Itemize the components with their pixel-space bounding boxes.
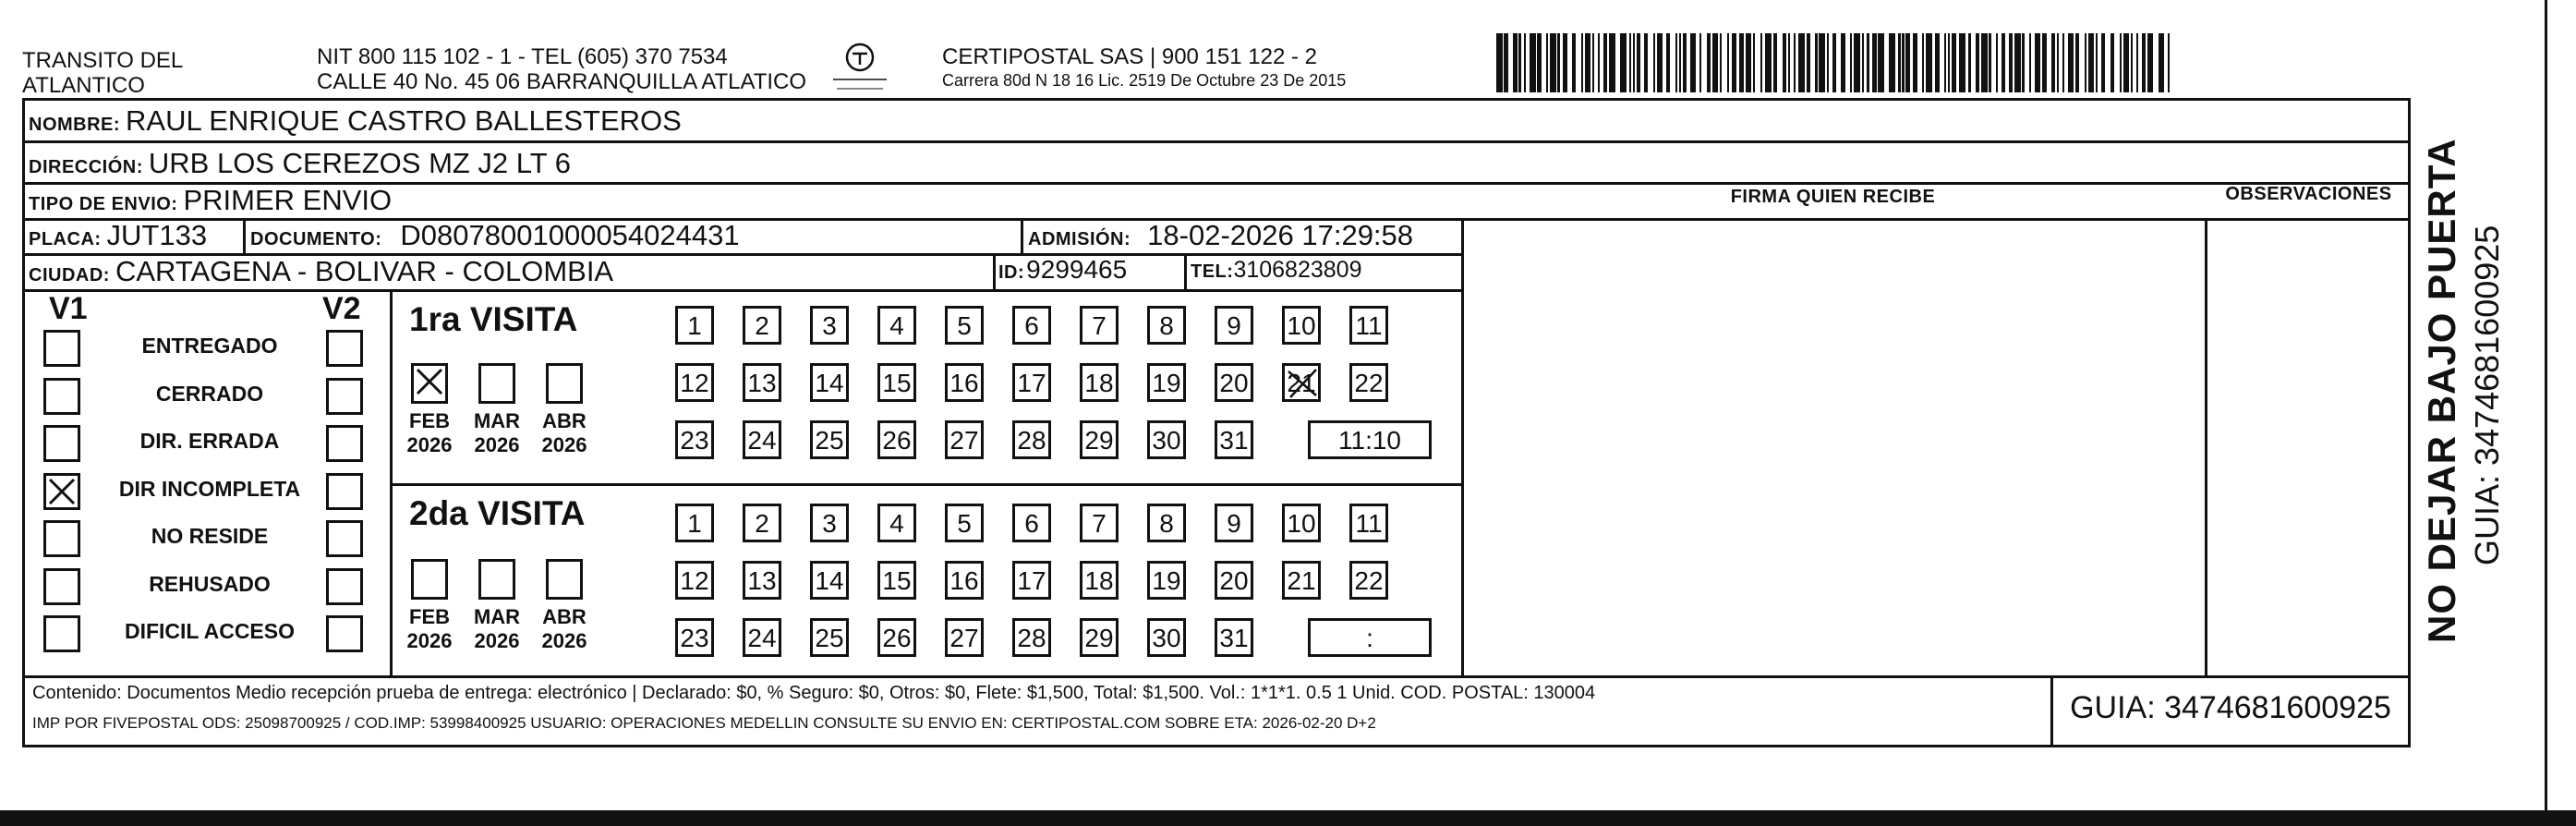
v2-checkbox xyxy=(326,425,363,462)
day-box: 24 xyxy=(743,618,781,657)
barcode-bar xyxy=(1827,33,1829,92)
barcode-bar xyxy=(2014,33,2021,92)
day-box: 25 xyxy=(810,618,849,657)
admission-value: 18-02-2026 17:29:58 xyxy=(1147,219,1414,251)
barcode-bar xyxy=(1976,33,1979,92)
day-box: 29 xyxy=(1080,420,1119,459)
send-type: PRIMER ENVIO xyxy=(183,184,393,216)
plate-value: JUT133 xyxy=(106,219,208,251)
day-box: 2 xyxy=(743,504,781,542)
month-name: FEB xyxy=(409,605,450,628)
barcode-bar xyxy=(1783,33,1786,92)
month-label xyxy=(402,409,457,457)
status-option-label: REHUSADO xyxy=(149,571,271,596)
day-box: 29 xyxy=(1080,618,1119,657)
barcode-bar xyxy=(1905,33,1909,92)
day-box: 7 xyxy=(1080,504,1119,542)
v2-checkbox xyxy=(326,615,363,652)
barcode-bar xyxy=(1699,33,1701,92)
barcode-bar xyxy=(2075,33,2079,92)
barcode-bar xyxy=(1739,33,1743,92)
month-checkbox xyxy=(546,559,583,600)
day-box: 13 xyxy=(743,363,781,402)
document-label: DOCUMENTO: xyxy=(250,229,382,249)
certipostal-logo xyxy=(828,41,892,98)
barcode-bar xyxy=(1850,33,1852,92)
send-type-label: TIPO DE ENVIO: xyxy=(29,194,178,214)
month-checkbox xyxy=(478,559,515,600)
day-box: 11 xyxy=(1349,504,1388,542)
v2-checkbox xyxy=(326,568,363,605)
month-year: 2026 xyxy=(541,433,587,456)
v1-checkbox xyxy=(43,425,80,462)
month-label xyxy=(537,409,592,457)
barcode-bar xyxy=(2068,33,2074,92)
day-box: 4 xyxy=(877,504,916,542)
visit-time-box: 11:10 xyxy=(1308,420,1432,459)
barcode-bar xyxy=(2062,33,2064,92)
v1-checkbox xyxy=(43,473,80,510)
barcode-bar xyxy=(1657,33,1663,92)
barcode-bar xyxy=(2131,33,2133,92)
barcode-bar xyxy=(1935,33,1939,92)
name-label: NOMBRE: xyxy=(29,115,121,135)
barcode-bar xyxy=(1952,33,1955,92)
day-box: 8 xyxy=(1147,504,1186,542)
day-box: 28 xyxy=(1012,618,1051,657)
month-label xyxy=(469,409,525,457)
address-line: CALLE 40 No. 45 06 BARRANQUILLA ATLATICO xyxy=(317,69,807,94)
day-box: 17 xyxy=(1012,363,1051,402)
day-box: 20 xyxy=(1215,561,1253,600)
barcode-bar xyxy=(1609,33,1615,92)
barcode-bar xyxy=(1760,33,1762,92)
barcode-bar xyxy=(1524,33,1526,92)
month-checkbox xyxy=(546,363,583,404)
day-box: 19 xyxy=(1147,561,1186,600)
nit-line: NIT 800 115 102 - 1 - TEL (605) 370 7534 xyxy=(317,44,728,69)
day-box: 13 xyxy=(743,561,781,600)
month-year: 2026 xyxy=(474,433,520,456)
month-label xyxy=(402,605,457,653)
barcode-bar xyxy=(1712,33,1719,92)
day-box: 5 xyxy=(945,306,984,345)
v1-checkbox xyxy=(43,378,80,415)
issuer-contact xyxy=(317,44,806,94)
admission-row xyxy=(1028,219,1413,252)
barcode-bar xyxy=(2101,33,2105,92)
day-box: 18 xyxy=(1080,363,1119,402)
barcode-bar xyxy=(1629,33,1631,92)
barcode-bar xyxy=(1653,33,1655,92)
name-row xyxy=(29,104,682,138)
barcode-bar xyxy=(1666,33,1670,92)
month-year: 2026 xyxy=(474,629,520,652)
barcode-bar xyxy=(1898,33,1900,92)
guia-box: GUIA: 3474681600925 xyxy=(2070,690,2391,725)
barcode-bar xyxy=(2042,33,2046,92)
barcode-bar xyxy=(2002,33,2005,92)
barcode-bar xyxy=(2022,33,2024,92)
visit-time-box: : xyxy=(1308,618,1432,657)
barcode-bar xyxy=(1585,33,1591,92)
barcode-bar xyxy=(1746,33,1752,92)
barcode-bar xyxy=(1679,33,1681,92)
day-box: 10 xyxy=(1282,504,1321,542)
day-box: 25 xyxy=(810,420,849,459)
month-name: ABR xyxy=(542,409,587,432)
barcode-bar xyxy=(1592,33,1594,92)
barcode-bar xyxy=(1683,33,1687,92)
barcode-bar xyxy=(1878,33,1884,92)
barcode-bar xyxy=(1765,33,1772,92)
day-box: 14 xyxy=(810,561,849,600)
day-box: 4 xyxy=(877,306,916,345)
month-name: MAR xyxy=(473,605,521,628)
day-box: 26 xyxy=(877,420,916,459)
barcode-bar xyxy=(1959,33,1965,92)
day-box: 1 xyxy=(675,306,714,345)
barcode-bar xyxy=(1794,33,1796,92)
barcode-bar xyxy=(1996,33,1998,92)
contents-line: Contenido: Documentos Medio recepción prueba de entrega: electrónico | Declarado: $0, % Seguro: $0, Otros: $0, Flete: $1,500, Total: $1,500. Vol.: 1*1*1. 0.5 1 Unid. COD. POSTAL: 130004 xyxy=(32,683,1596,703)
issuer-line-1: TRANSITO DEL xyxy=(22,48,184,73)
v2-checkbox xyxy=(326,378,363,415)
status-option-label: DIFICIL ACCESO xyxy=(124,619,295,643)
city-row xyxy=(29,255,613,288)
barcode-bar xyxy=(1644,33,1648,92)
barcode-bar xyxy=(1530,33,1536,92)
tel-label: TEL: xyxy=(1191,261,1234,282)
admission-label: ADMISIÓN: xyxy=(1028,229,1131,249)
day-box: 8 xyxy=(1147,306,1186,345)
day-box: 31 xyxy=(1215,618,1253,657)
day-box: 12 xyxy=(675,363,714,402)
document-row xyxy=(250,219,740,252)
courier-line-1: CERTIPOSTAL SAS | 900 151 122 - 2 xyxy=(942,44,1317,69)
observations-header: OBSERVACIONES xyxy=(2225,184,2392,204)
barcode-bar xyxy=(1633,33,1635,92)
id-row xyxy=(998,255,1127,285)
v1-checkbox xyxy=(43,568,80,605)
month-name: ABR xyxy=(542,605,587,628)
id-value: 9299465 xyxy=(1026,255,1128,284)
status-option-label: DIR. ERRADA xyxy=(139,429,280,453)
barcode-bar xyxy=(1815,33,1817,92)
day-box: 6 xyxy=(1012,306,1051,345)
day-box: 22 xyxy=(1349,363,1388,402)
barcode-bar xyxy=(1603,33,1607,92)
barcode-bar xyxy=(2096,33,2098,92)
send-type-row xyxy=(29,184,392,217)
barcode-bar xyxy=(2088,33,2095,92)
day-box: 16 xyxy=(945,561,984,600)
side-warning: NO DEJAR BAJO PUERTA xyxy=(2420,138,2463,643)
barcode-bar xyxy=(1546,33,1548,92)
day-box: 15 xyxy=(877,363,916,402)
day-box: 21 xyxy=(1282,363,1321,402)
barcode-bar xyxy=(1720,33,1722,92)
barcode-bar xyxy=(1773,33,1777,92)
day-box: 14 xyxy=(810,363,849,402)
barcode-bar xyxy=(1989,33,1990,92)
day-box: 9 xyxy=(1215,504,1253,542)
v2-label: V2 xyxy=(322,291,361,326)
visit2-title: 2da VISITA xyxy=(409,494,586,532)
day-box: 26 xyxy=(877,618,916,657)
day-box: 24 xyxy=(743,420,781,459)
month-checkbox xyxy=(411,559,448,600)
v1-checkbox xyxy=(43,520,80,557)
barcode-bar xyxy=(2136,33,2138,92)
barcode-bar xyxy=(1675,33,1677,92)
barcode-bar xyxy=(1620,33,1627,92)
day-box: 28 xyxy=(1012,420,1051,459)
barcode-bar xyxy=(2123,33,2130,92)
v1-checkbox xyxy=(43,330,80,367)
courier-line-2: Carrera 80d N 18 16 Lic. 2519 De Octubre 23 De 2015 xyxy=(942,71,1347,90)
id-label: ID: xyxy=(998,262,1025,283)
barcode-bar xyxy=(2110,33,2114,92)
day-box: 19 xyxy=(1147,363,1186,402)
day-box: 31 xyxy=(1215,420,1253,459)
barcode xyxy=(1496,33,2226,92)
month-name: FEB xyxy=(409,409,450,432)
v1-label: V1 xyxy=(49,291,88,326)
signature-header: FIRMA QUIEN RECIBE xyxy=(1730,187,1936,207)
v2-checkbox xyxy=(326,520,363,557)
day-box: 21 xyxy=(1282,561,1321,600)
day-box: 3 xyxy=(810,504,849,542)
barcode-bar xyxy=(2009,33,2013,92)
imp-line: IMP POR FIVEPOSTAL ODS: 25098700925 / COD.IMP: 53998400925 USUARIO: OPERACIONES MEDELLIN CONSULTE SU ENVIO EN: CERTIPOSTAL.COM SOBRE ETA: 2026-02-20 D+2 xyxy=(32,714,1376,732)
month-year: 2026 xyxy=(406,629,453,652)
barcode-bar xyxy=(1841,33,1844,92)
barcode-bar xyxy=(1854,33,1860,92)
day-box: 15 xyxy=(877,561,916,600)
recipient-name: RAUL ENRIQUE CASTRO BALLESTEROS xyxy=(126,104,682,137)
barcode-bar xyxy=(2051,33,2055,92)
day-box: 12 xyxy=(675,561,714,600)
day-box: 10 xyxy=(1282,306,1321,345)
day-box: 27 xyxy=(945,618,984,657)
month-name: MAR xyxy=(473,409,521,432)
barcode-bar xyxy=(2035,33,2041,92)
status-option-label: DIR INCOMPLETA xyxy=(118,476,301,501)
barcode-bar xyxy=(1867,33,1869,92)
barcode-bar xyxy=(1537,33,1541,92)
day-box: 30 xyxy=(1147,618,1186,657)
barcode-bar xyxy=(1788,33,1790,92)
barcode-bar xyxy=(1889,33,1895,92)
bottom-border xyxy=(0,810,2576,826)
right-edge xyxy=(2545,0,2547,826)
day-box: 22 xyxy=(1349,561,1388,600)
barcode-bar xyxy=(1926,33,1932,92)
barcode-bar xyxy=(2085,33,2086,92)
barcode-bar xyxy=(1563,33,1566,92)
month-year: 2026 xyxy=(541,629,587,652)
barcode-bar xyxy=(1518,33,1520,92)
issuer-line-2: ATLANTICO xyxy=(22,73,145,98)
barcode-bar xyxy=(2168,33,2170,92)
v2-checkbox xyxy=(326,473,363,510)
barcode-bar xyxy=(2029,33,2031,92)
barcode-bar xyxy=(1496,33,1503,92)
day-box: 16 xyxy=(945,363,984,402)
barcode-bar xyxy=(1819,33,1825,92)
issuer-name xyxy=(22,48,183,98)
barcode-bar xyxy=(1753,33,1755,92)
barcode-bar xyxy=(1727,33,1729,92)
day-box: 7 xyxy=(1080,306,1119,345)
barcode-bar xyxy=(1948,33,1950,92)
day-box: 5 xyxy=(945,504,984,542)
month-checkbox xyxy=(411,363,448,404)
barcode-bar xyxy=(1944,33,1946,92)
barcode-bar xyxy=(2142,33,2146,92)
status-option-label: ENTREGADO xyxy=(141,334,278,358)
status-option-label: NO RESIDE xyxy=(151,524,269,548)
day-box: 23 xyxy=(675,618,714,657)
month-label xyxy=(537,605,592,653)
status-option-label: CERRADO xyxy=(155,381,264,406)
day-box: 6 xyxy=(1012,504,1051,542)
barcode-bar xyxy=(1902,33,1904,92)
barcode-bar xyxy=(1862,33,1864,92)
delivery-form xyxy=(22,98,2411,747)
barcode-bar xyxy=(1707,33,1711,92)
visit1-title: 1ra VISITA xyxy=(409,300,578,338)
day-box: 2 xyxy=(743,306,781,345)
barcode-bar xyxy=(1550,33,1556,92)
city-value: CARTAGENA - BOLIVAR - COLOMBIA xyxy=(115,255,614,287)
barcode-bar xyxy=(1690,33,1697,92)
month-checkbox xyxy=(478,363,515,404)
day-box: 27 xyxy=(945,420,984,459)
recipient-address: URB LOS CEREZOS MZ J2 LT 6 xyxy=(148,147,571,179)
courier-info xyxy=(942,44,1346,91)
barcode-bar xyxy=(1637,33,1640,92)
day-box: 20 xyxy=(1215,363,1253,402)
day-box: 3 xyxy=(810,306,849,345)
address-row xyxy=(29,147,571,180)
barcode-bar xyxy=(1572,33,1576,92)
barcode-bar xyxy=(1581,33,1583,92)
barcode-bar xyxy=(1798,33,1805,92)
barcode-bar xyxy=(2057,33,2059,92)
barcode-bar xyxy=(1832,33,1836,92)
month-year: 2026 xyxy=(406,433,453,456)
tel-value: 3106823809 xyxy=(1233,257,1362,283)
barcode-bar xyxy=(1513,33,1517,92)
plate-label: PLACA: xyxy=(29,229,102,249)
month-label xyxy=(469,605,525,653)
address-label: DIRECCIÓN: xyxy=(29,157,143,177)
barcode-bar xyxy=(1968,33,1970,92)
barcode-bar xyxy=(2159,33,2165,92)
day-box: 18 xyxy=(1080,561,1119,600)
barcode-bar xyxy=(1913,33,1917,92)
barcode-bar xyxy=(2120,33,2122,92)
city-label: CIUDAD: xyxy=(29,265,110,285)
day-box: 23 xyxy=(675,420,714,459)
barcode-bar xyxy=(1922,33,1924,92)
day-box: 1 xyxy=(675,504,714,542)
document-value: D08078001000054024431 xyxy=(400,219,740,251)
barcode-bar xyxy=(1598,33,1600,92)
barcode-bar xyxy=(1981,33,1988,92)
plate-row xyxy=(29,219,207,252)
barcode-bar xyxy=(1504,33,1507,92)
barcode-bar xyxy=(1732,33,1735,92)
day-box: 17 xyxy=(1012,561,1051,600)
day-box: 30 xyxy=(1147,420,1186,459)
barcode-bar xyxy=(1807,33,1810,92)
barcode-bar xyxy=(2147,33,2154,92)
day-box: 9 xyxy=(1215,306,1253,345)
day-box: 11 xyxy=(1349,306,1388,345)
tel-row xyxy=(1191,257,1361,284)
barcode-bar xyxy=(1557,33,1559,92)
v1-checkbox xyxy=(43,615,80,652)
barcode-bar xyxy=(1872,33,1876,92)
side-guia: GUIA: 3474681600925 xyxy=(2468,225,2506,565)
v2-checkbox xyxy=(326,330,363,367)
